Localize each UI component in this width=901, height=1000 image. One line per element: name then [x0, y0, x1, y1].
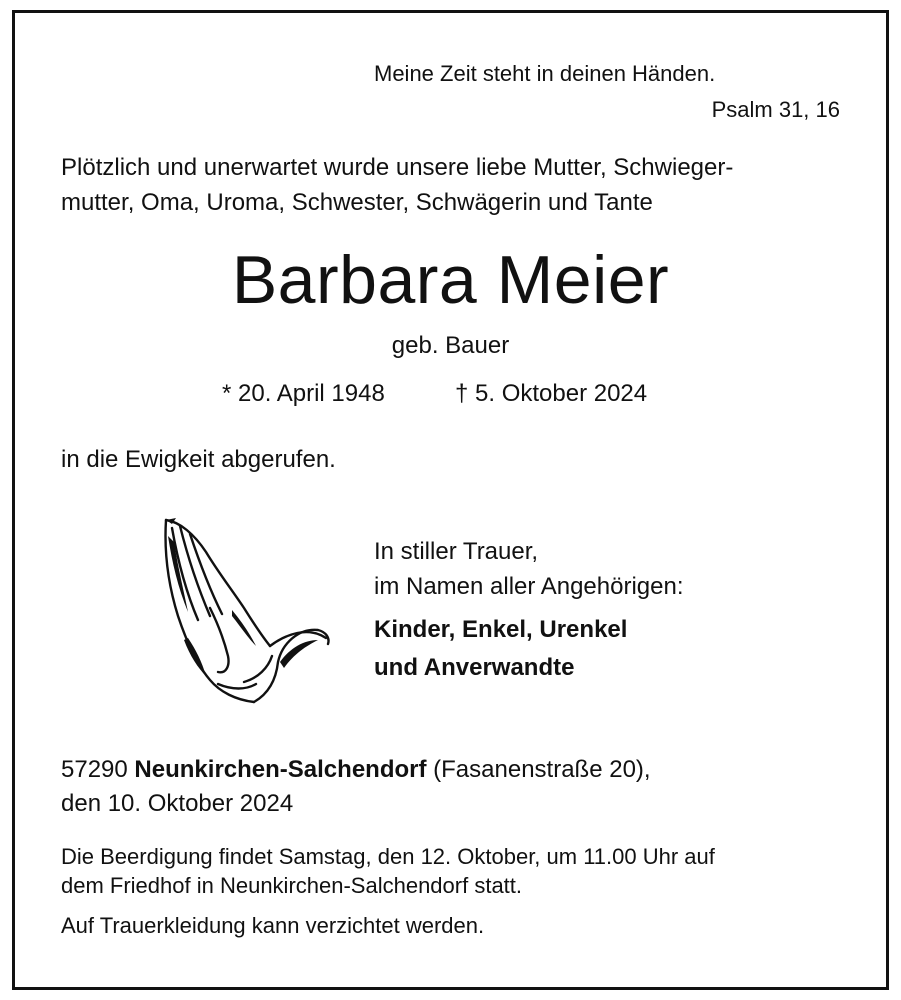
birth-date: * 20. April 1948: [222, 380, 385, 407]
mourners-line-2: im Namen aller Angehörigen:: [374, 573, 684, 600]
address-line: [61, 754, 651, 786]
praying-hands-icon: [158, 512, 334, 708]
street: (Fasanenstraße 20),: [433, 756, 651, 783]
funeral-line-1: Die Beerdigung findet Samstag, den 12. Oktober, um 11.00 Uhr auf: [61, 844, 715, 869]
death-date: † 5. Oktober 2024: [455, 380, 648, 407]
deceased-name: Barbara Meier: [231, 242, 670, 318]
family-line-2: und Anverwandte: [374, 654, 575, 681]
town: Neunkirchen-Salchendorf: [134, 756, 427, 783]
intro-line-2: mutter, Oma, Uroma, Schwester, Schwägerin und Tante: [61, 189, 653, 216]
dress-note: Auf Trauerkleidung kann verzichtet werden.: [61, 913, 485, 938]
maiden-name: geb. Bauer: [391, 332, 510, 359]
family-line-1: Kinder, Enkel, Urenkel: [374, 616, 628, 643]
motto-text: Meine Zeit steht in deinen Händen.: [374, 61, 716, 86]
funeral-line-2: dem Friedhof in Neunkirchen-Salchendorf statt.: [61, 873, 523, 898]
notice-date: den 10. Oktober 2024: [61, 790, 294, 817]
intro-line-1: Plötzlich und unerwartet wurde unsere liebe Mutter, Schwieger-: [61, 154, 734, 181]
called-home-text: in die Ewigkeit abgerufen.: [61, 446, 336, 473]
postcode: 57290: [61, 756, 128, 783]
motto-source: Psalm 31, 16: [711, 97, 840, 122]
mourners-line-1: In stiller Trauer,: [374, 538, 539, 565]
